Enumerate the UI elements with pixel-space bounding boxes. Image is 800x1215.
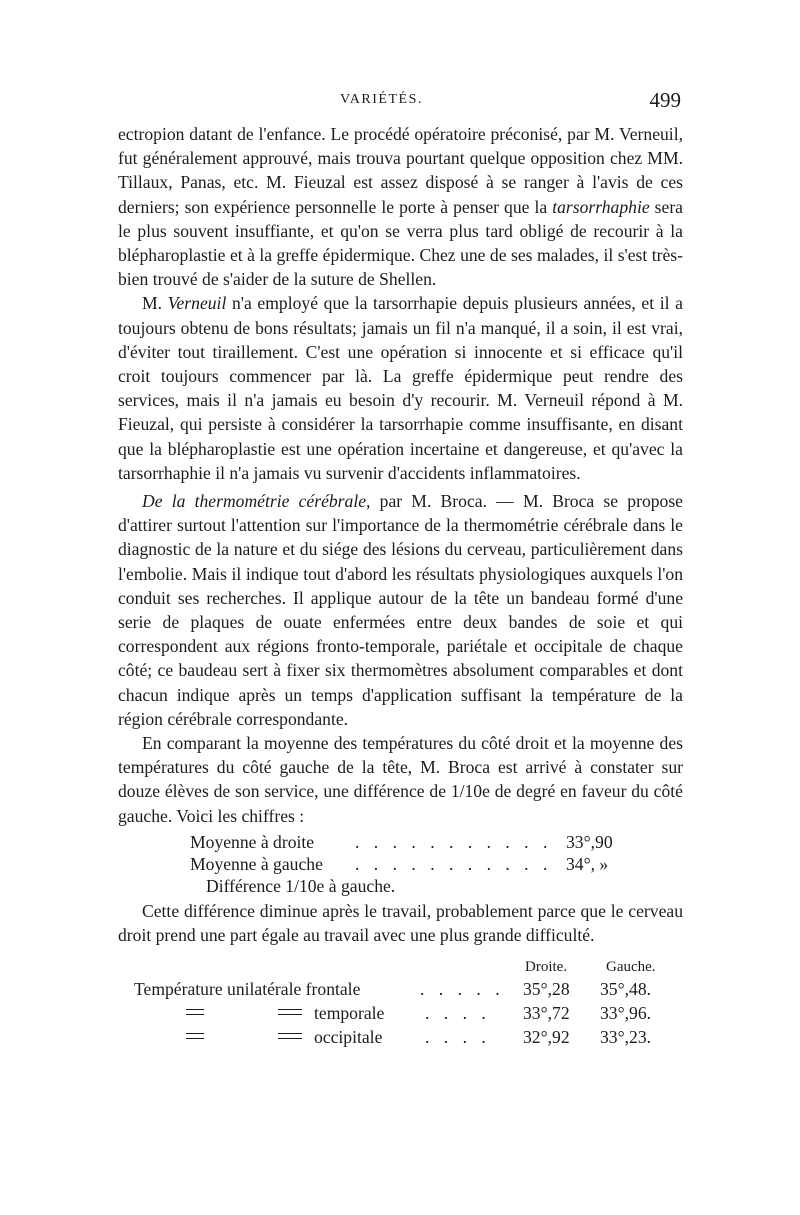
value-temporale-droite: 33°,72 xyxy=(523,1003,570,1024)
row-label-temporale: temporale xyxy=(314,1003,385,1024)
row-dots-temporale: . . . . xyxy=(425,1003,491,1024)
body-text xyxy=(118,122,683,1049)
mean-left-dots: . . . . . . . . . . . xyxy=(355,853,553,874)
mean-right-label: Moyenne à droite xyxy=(190,831,315,852)
row-label-frontale: Température unilatérale frontale xyxy=(134,979,361,1000)
page-number: 499 xyxy=(649,88,681,112)
value-occipitale-gauche: 33°,23. xyxy=(600,1027,652,1048)
difference-label: Différence 1/10e à gauche. xyxy=(206,875,396,896)
tarsorrhaphie-term: tarsorrhaphie xyxy=(552,196,650,217)
paragraph-5 xyxy=(118,899,683,947)
verneuil-name: Verneuil xyxy=(167,293,227,314)
ditto-mark xyxy=(278,1001,302,1021)
row-dots-occipitale: . . . . xyxy=(425,1027,491,1048)
running-title: VARIÉTÉS. xyxy=(340,92,423,107)
column-header-gauche: Gauche. xyxy=(606,959,656,976)
paragraph-1-text: ectropion datant de l'enfance. Le procédé opératoire préconisé, par M. Verneuil, fut généralement approuvé, mais trouva pourtant quelque opposition chez MM. Tillaux, Panas, etc. M. Fieuzal est assez disposé à se ranger à l'avis de ces derniers; son expérience personnelle le porte à penser que la xyxy=(118,124,683,217)
page-header xyxy=(118,88,683,116)
table-row-occipitale xyxy=(118,1025,683,1049)
temperature-table-header xyxy=(118,953,683,977)
paragraph-2-text: n'a employé que la tarsorrhapie depuis plusieurs années, et il a toujours obtenu de bons résultats; jamais un fil n'a manqué, il a soin, il est vrai, d'éviter tout tiraillement. C'est une opération si innocente et si efficace qu'il croit toujours commencer par là. La greffe épidermique peut rendre des services, mais il n'a jamais eu besoin d'y recourir. M. Verneuil répond à M. Fieuzal, qui persiste à considérer la tarsorrhapie comme insuffisante, en disant que la blépharoplastie est une opération incertaine et dangereuse, et qu'avec la tarsorrhaphie il n'a jamais vu survenir d'accidents inflammatoires. xyxy=(118,293,683,483)
value-temporale-gauche: 33°,96. xyxy=(600,1003,652,1024)
ditto-mark xyxy=(278,1025,302,1045)
mean-left-value: 34°, » xyxy=(566,853,609,874)
means-table xyxy=(118,831,683,897)
paragraph-3 xyxy=(118,489,683,731)
value-occipitale-droite: 32°,92 xyxy=(523,1027,570,1048)
difference-row xyxy=(118,875,683,897)
mean-left-row xyxy=(118,853,683,875)
mean-right-value: 33°,90 xyxy=(566,831,613,852)
mean-right-row xyxy=(118,831,683,853)
temperature-table xyxy=(118,953,683,1049)
value-frontale-droite: 35°,28 xyxy=(523,979,570,1000)
section-heading-thermometrie: De la thermométrie cérébrale, xyxy=(142,491,371,512)
paragraph-1-continued: sera le plus souvent insuffiante, et qu'on se verra plus tard obligé de recourir à la blépharoplastie et à la greffe épidermique. Chez une de ses malades, il s'est très-bien trouvé de s'aider de la suture de Shellen. xyxy=(118,196,683,290)
ditto-mark xyxy=(186,1001,204,1021)
row-label-occipitale: occipitale xyxy=(314,1027,383,1048)
paragraph-2-lead: M. xyxy=(142,293,163,314)
paragraph-1 xyxy=(118,122,683,291)
value-frontale-gauche: 35°,48. xyxy=(600,979,652,1000)
table-row-frontale xyxy=(118,977,683,1001)
paragraph-2 xyxy=(118,291,683,485)
mean-left-label: Moyenne à gauche xyxy=(190,853,323,874)
paragraph-3-text: par M. Broca. — M. Broca se propose d'attirer surtout l'attention sur l'importance de la thermométrie cérébrale dans le diagnostic de la nature et du siége des lésions du cerveau, particulièrement dans l'embolie. Mais il indique tout d'abord les résultats physiologiques auxquels l'on conduit ses recherches. Il applique autour de la tête un bandeau formé d'une serie de plaques de ouate enfermées entre deux bandes de soie et qui correspondent aux régions fronto-temporale, pariétale et occipitale de chaque côté; ce baudeau sert à fixer six thermomètres absolument comparables et dont chacun indique après un temps d'application suffisant la température de la région cérébrale correspondante. xyxy=(118,491,683,729)
ditto-mark xyxy=(186,1025,204,1045)
column-header-droite: Droite. xyxy=(525,959,568,976)
mean-right-dots: . . . . . . . . . . . xyxy=(355,831,553,852)
row-dots-frontale: . . . . . xyxy=(420,979,505,1000)
table-row-temporale xyxy=(118,1001,683,1025)
paragraph-4 xyxy=(118,731,683,828)
paragraph-5-text: Cette différence diminue après le travail, probablement parce que le cerveau droit prend une part égale au travail avec une plus grande difficulté. xyxy=(118,900,683,946)
paragraph-4-text: En comparant la moyenne des températures du côté droit et la moyenne des températures du côté gauche de la tête, M. Broca est arrivé à constater sur douze élèves de son service, une différence de 1/10e de degré en faveur du côté gauche. Voici les chiffres : xyxy=(118,733,683,826)
